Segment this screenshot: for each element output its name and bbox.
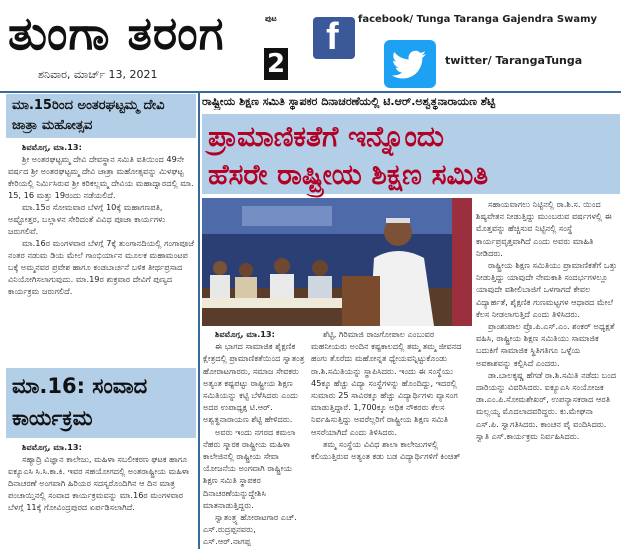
article-paragraph: ಸಹಾಯವಾಗಲು ನಿಟ್ಟಿನಲ್ಲಿ ರಾ.ಶಿ.ಸ. ಯಿಂದ ಶಿಷ್ಯವೇತನ ನೀಡುತ್ತಿದ್ದು ಮುಂಬರುವ ವರ್ಷಗಳಲ್ಲಿ ಈ ಮೊತ್ತವನ್ನು ಹೆಚ್ಚಿಸುವ ನಿಟ್ಟಿನಲ್ಲಿ ಸಂಸ್ಥೆ ಕಾರ್ಯಪ್ರವೃತ್ತವಾಗಿದೆ ಎಂದು ಅವರು ಮಾಹಿತಿ ನೀಡಿದರು. — [476, 199, 612, 258]
headline-line-1: ಪ್ರಾಮಾಣಿಕತೆಗೆ ಇನ್ನೊಂದು — [208, 120, 444, 153]
story2-paragraph: ಸಹ್ಯಾದ್ರಿ ವಿಜ್ಞಾನ ಕಾಲೇಜು, ಮಹಿಳಾ ಸಬಲೀಕರಣ ಘಟಕ ಹಾಗೂ ಐಕ್ಯೂಎಸಿ ಸಿ.ಸಿ.ಕಾ.ಕಿ. ಇವರ ಸಹಯೋಗದಲ್ಲಿ ಅಂತರಾಷ್ಟ್ರೀಯ ಮಹಿಳಾ ದಿನಾಚರಣೆ ಅಂಗವಾಗಿ ಹಿರಿಯರ ಸದಸ್ಯರೊಂದಿಗಿನ ಆ ದಿನ ಮಾತ್ರ ಪಂಚಾಯ್ತಿನಲ್ಲಿ ಸಂವಾದ ಕಾರ್ಯಕ್ರಮವನ್ನು ಮಾ.16ರ ಮಂಗಳವಾರ ಬೆಳಗ್ಗೆ 11ಕ್ಕೆ ಗೋವಿಂದ್ರಪುರದ ಏರ್ಪಡಿಸಲಾಗಿದೆ. — [8, 454, 190, 512]
article-paragraph: ತಮ್ಮ ಸಂಸ್ಥೆಯ ವಿವಿಧ ಶಾಲಾ ಕಾಲೇಜುಗಳಲ್ಲಿ ಕಲಿಯುತ್ತಿರುವ ಅತ್ಯಂತ ಕಡು ಬಡ ವಿದ್ಯಾರ್ಥಿಗಳಿಗೆ ಕಿಂಚಿತ್ — [311, 438, 461, 462]
story1-paragraph: ಶ್ರೀ ಅಂತರಘಟ್ಟಮ್ಮ ದೇವಿ ದೇವಸ್ಥಾನ ಸಮಿತಿ ವತಿಯಿಂದ 49ನೇ ವರ್ಷದ ಶ್ರೀ ಅಂತರಘಟ್ಟಮ್ಮ ದೇವಿ ಜಾತ್ರಾ ಮಹೋತ್ಸವನ್ನು ಮಿಳಘಟ್ಟ ಕೇರಿಯಲ್ಲಿ ನಿರ್ಮಿಸಿರುವ ಶ್ರೀ ಕರಿಕಲ್ಲಮ್ಮ ದೇವಿಯ ಮಹಾದ್ವಾರದಲ್ಲಿ ಮಾ. 15, 16 ಮತ್ತು 19ರಂದು ನಡೆಯಲಿದೆ. — [8, 154, 194, 200]
article-paragraph: ಪ್ರಾಂಶುಪಾಲ ಪ್ರೊ.ಪಿ.ಎಸ್.ಎಂ. ಶಂಕರ್ ಅಧ್ಯಕ್ಷತೆ ವಹಿಸಿ, ರಾಷ್ಟ್ರೀಯ ಶಿಕ್ಷಣ ಸಮಿತಿಯು ಸಾಮಾಜಿಕ ಬದುಕಿಗೆ ಸಾಮಾಜಿಕ ಸ್ಥಿತಿಗತಿಗೂ ಒಳ್ಳೆಯ ಅವಕಾಶವನ್ನು ಕಲ್ಪಿಸಿದೆ ಎಂದರು. — [476, 321, 615, 368]
article-dateline: ಶಿವಮೊಗ್ಗ, ಮಾ.13: — [215, 329, 275, 339]
facebook-icon[interactable]: f — [313, 17, 355, 59]
masthead-divider — [0, 91, 621, 93]
article-paragraph: ರಾಷ್ಟ್ರೀಯ ಶಿಕ್ಷಣ ಸಮಿತಿಯು ಪ್ರಾಮಾಣಿಕತೆಗೆ ಒತ್ತು ನೀಡುತ್ತಿದ್ದು ಯಾವುದೇ ನೇಮಕಾತಿ ಸಂದರ್ಭಗಳಲ್ಲೂ ಯಾವುದೇ ವಶೀಲಿಬಾಜಿಗೆ ಒಳಗಾಗದೆ ಕೇವಲ ವಿದ್ಯಾರ್ಹತೆ, ಶೈಕ್ಷಣಿಕ ಗುಣಮಟ್ಟಗಳ ಆಧಾರದ ಮೇಲೆ ಕೆಲಸ ನೀಡಲಾಗುತ್ತಿದೆ ಎಂದು ತಿಳಿಸಿದರು. — [476, 260, 617, 319]
article-paragraph: ಅವರು ಇಂದು ನಗರದ ಕಮಲಾ ನೆಹರು ಸ್ಮಾರಕ ರಾಷ್ಟ್ರೀಯ ಮಹಿಳಾ ಕಾಲೇಜಿನಲ್ಲಿ ರಾಷ್ಟ್ರೀಯ ಸೇವಾ ಯೋಜನೆಯ ಅಂಗವಾಗಿ ರಾಷ್ಟ್ರೀಯ ಶಿಕ್ಷಣ ಸಮಿತಿ ಸ್ಥಾಪಕರ ದಿನಾಚರಣೆಯನ್ನುದ್ದೇಶಿಸಿ ಮಾತನಾಡುತ್ತಿದ್ದರು. — [203, 426, 296, 510]
story2-body — [8, 441, 196, 513]
column-divider — [198, 92, 200, 549]
twitter-icon[interactable] — [384, 40, 436, 88]
page-number: 2 — [264, 48, 288, 80]
article-headline — [202, 114, 620, 194]
story2-headline: ಮಾ.16: ಸಂವಾದ ಕಾರ್ಯಕ್ರಮ — [6, 368, 196, 438]
story1-paragraph: ಮಾ.16ರ ಮಂಗಳವಾರ ಬೆಳಗ್ಗೆ 7ಕ್ಕೆ ತುಂಗಾನದಿಯಲ್ಲಿ ಗಂಗಾಪೂಜೆ ನಂತರ ನಡುಮ ಡಿಯ ಮೇಲೆ ಗಾಂಭಿರ್ಯಾನ ಮೂಲಕ ಮಹಾಮಂಟಪ ಬಕ್ಕೆ ಅಮ್ಮನವರ ಪ್ರವೇಶ ಹಾಗೂ ಕಂಡಬಾರ್ಚನೆ ಬಳಿಕ ತೀರ್ಥಪ್ರಸಾದ ವಿನಿಯೋಗಿಸಲಾಗುವುದು. ಮಾ.19ರ ಶುಕ್ರವಾರ ದೇವಿಗೆ ಪುಣ್ಯದ ಕಾರ್ಯಕ್ರಮ ಜರುಗಲಿದೆ. — [8, 238, 195, 296]
twitter-handle[interactable]: twitter/ TarangaTunga — [445, 54, 583, 67]
newspaper-title: ತುಂಗಾ ತರಂಗ — [8, 6, 225, 60]
event-photo — [202, 198, 472, 326]
podium — [342, 276, 380, 326]
story1-headline: ಮಾ.15ರಿಂದ ಅಂತರಘಟ್ಟಮ್ಮ ದೇವಿ ಜಾತ್ರಾ ಮಹೋತ್ಸವ — [6, 94, 196, 138]
article-column-1 — [203, 328, 305, 548]
page-label: ಪುಟ — [265, 14, 277, 23]
story1-dateline: ಶಿವಮೊಗ್ಗ, ಮಾ.13: — [22, 142, 82, 152]
article-column-3 — [476, 198, 618, 442]
issue-date: ಶನಿವಾರ, ಮಾರ್ಚ್ 13, 2021 — [38, 68, 158, 81]
masthead — [0, 0, 621, 90]
headline-line-2: ಹೆಸರೇ ರಾಷ್ಟ್ರೀಯ ಶಿಕ್ಷಣ ಸಮಿತಿ — [208, 158, 489, 191]
article-paragraph: ಸ್ವಾತಂತ್ರ್ಯ ಹೋರಾಟಗಾರ ಎಚ್. ಎಸ್.ರುದ್ರಪ್ಪನವರು, ಎಸ್.ಆರ್.ನಾಗಪ್ಪ — [203, 512, 297, 547]
article-paragraph: ಶೆಟ್ಟಿ, ಗಿರಿಮಾಜಿ ರಾಜಗೋಪಾಲ ಎಂಬುವರ ಮಹನೀಯರು ಅಂದಿನ ಕಷ್ಟಕಾಲದಲ್ಲಿ ತಮ್ಮ ತಮ್ಮ ಜೀವನದ ಹಂಗು ತೊರೆದು ಮಹೋನ್ನತ ಧ್ಯೇಯವನ್ನಿಟ್ಟುಕೊಂಡು ರಾ.ಶಿ.ಸಮಿತಿಯನ್ನು ಸ್ಥಾಪಿಸಿದರು. ಇಂದು ಈ ಸಂಸ್ಥೆಯು 45ಕ್ಕೂ ಹೆಚ್ಚು ವಿದ್ಯಾ ಸಂಸ್ಥೆಗಳನ್ನು ಹೊಂದಿದ್ದು, ಇದರಲ್ಲಿ ಸುಮಾರು 25 ಸಾವಿರಕ್ಕೂ ಹೆಚ್ಚು ವಿದ್ಯಾರ್ಥಿಗಳು ವ್ಯಾಸಂಗ ಮಾಡುತ್ತಿದ್ದಾರೆ. 1,700ಕ್ಕೂ ಅಧಿಕ ನೌಕರರು ಕೆಲಸ ನಿರ್ವಹಿಸುತ್ತಿದ್ದು ಅವರೆಲ್ಲರಿಗೆ ರಾಷ್ಟ್ರೀಯ ಶಿಕ್ಷಣ ಸಮಿತಿ ಆಸರೆಯಾಗಿದೆ ಎಂದು ತಿಳಿಸಿದರು. — [311, 329, 462, 437]
article-paragraph: ಈ ಭಾಗದ ಸಾಮಾಜಿಕ ಶೈಕ್ಷಣಿಕ ಕ್ಷೇತ್ರದಲ್ಲಿ ಪ್ರಾಮಾಣಿಕತೆಯಿಂದ ಸ್ವಾತಂತ್ರ ಹೋರಾಟಗಾರರು, ಸಮಾಜ ಸೇವಕರು ಅತ್ಯಂತ ಕಷ್ಟಪಟ್ಟು ರಾಷ್ಟ್ರೀಯ ಶಿಕ್ಷಣ ಸಮಿತಿಯನ್ನು ಕಟ್ಟಿ ಬೆಳೆಸಿದರು ಎಂದು ಅದರ ಉಪಾಧ್ಯಕ್ಷ ಟಿ.ಆರ್. ಅಶ್ವತ್ಥನಾರಾಯಣ ಶೆಟ್ಟಿ ಹೇಳಿದರು. — [203, 341, 305, 425]
article-paragraph: ಡಾ.ಬಾಲಕೃಷ್ಣ ಹೆಗಡೆ ರಾ.ಶಿ.ಸಮಿತಿ ನಡೆದು ಬಂದ ದಾರಿಯನ್ನು ವಿವರಿಸಿದರು. ಐಕ್ಯೂಎಸಿ ಸಂಯೋಜಕ ಡಾ.ಎಂ.ಪಿ.ಸೋಮಶೇಖರ್, ಉಪನ್ಯಾಸಕರಾದ ಆರತಿ ಮಲ್ಲಯ್ಯ ಮೊದಲಾದವರಿದ್ದರು. ಕು.ಮೇಘನಾ ಎಸ್.ಪಿ. ಸ್ವಾಗತಿಸಿದರು. ಕಾಂಚನ ಪೈ ವಂದಿಸಿದರು. ಸ್ವಾತಿ ಎಸ್.ಕಾರ್ಯಕ್ರಮ ನಿರ್ವಹಿಸಿದರು. — [476, 369, 617, 441]
facebook-handle[interactable]: facebook/ Tunga Taranga Gajendra Swamy — [358, 14, 598, 25]
story1-paragraph: ಮಾ.15ರ ಸೋಮವಾರ ಬೆಳಗ್ಗೆ 10ಕ್ಕೆ ಮಹಾಗಣಪತಿ, ಅಷ್ಟೋತ್ತರ, ಬಲ್ಲಾಳನ ಸೇರಿದಂತೆ ವಿವಿಧ ಪೂಜಾ ಕಾರ್ಯಗಳು ಜರುಗಲಿವೆ. — [8, 202, 166, 236]
story1-body — [8, 141, 196, 297]
article-kicker: ರಾಷ್ಟ್ರೀಯ ಶಿಕ್ಷಣ ಸಮಿತಿ ಸ್ಥಾಪಕರ ದಿನಾಚರಣೆಯಲ್ಲಿ ಟಿ.ಆರ್.ಅಶ್ವತ್ಥನಾರಾಯಣ ಶೆಟ್ಟಿ — [202, 95, 496, 108]
story2-dateline: ಶಿವಮೊಗ್ಗ, ಮಾ.13: — [22, 442, 82, 452]
article-column-2 — [311, 328, 469, 462]
